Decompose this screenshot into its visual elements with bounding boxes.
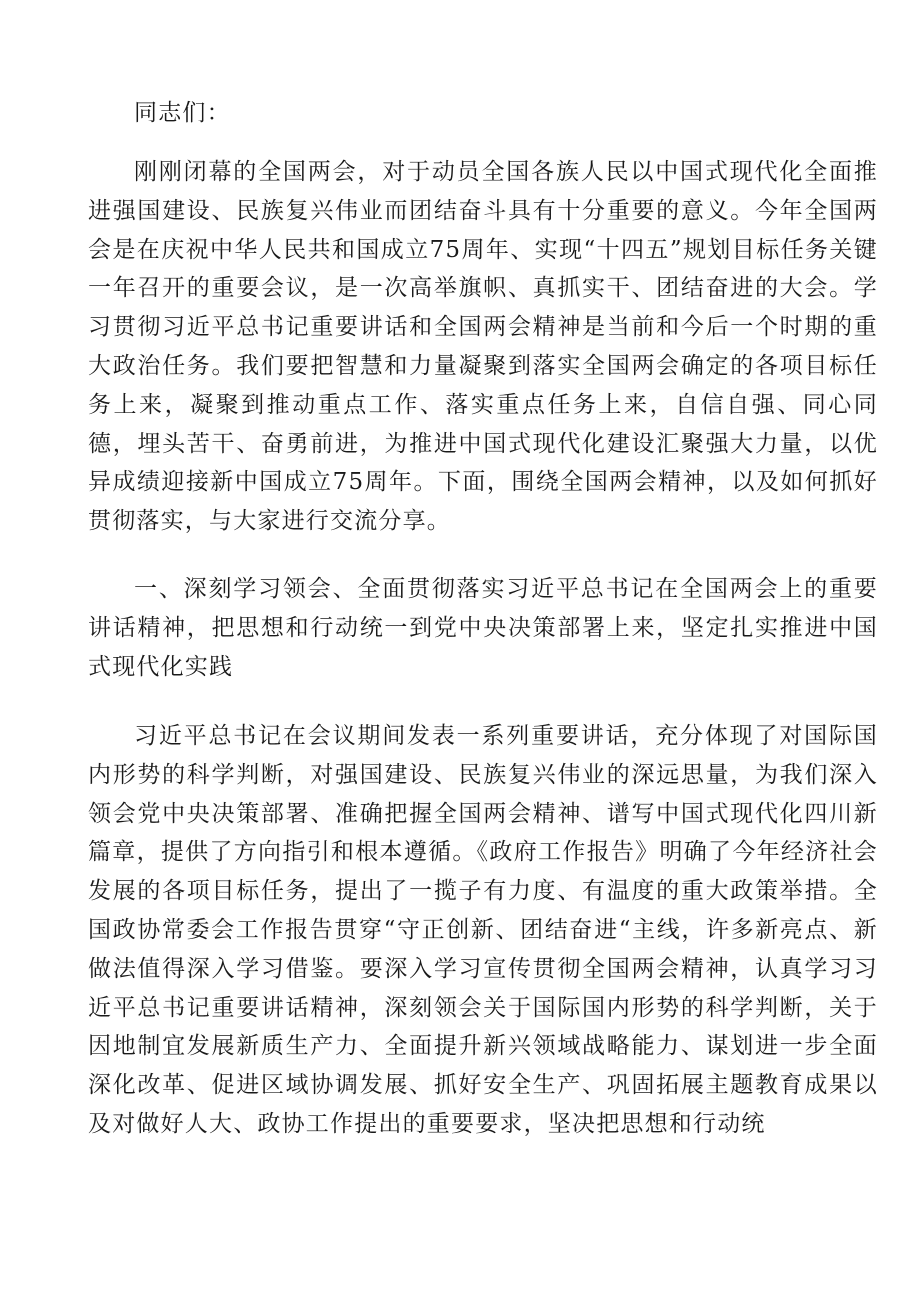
section-1-paragraph: 习近平总书记在会议期间发表一系列重要讲话，充分体现了对国际国内形势的科学判断，对强国建设、民族复兴伟业的深远思量，为我们深入领会党中央决策部署、准确把握全国两会精神、谱写中国式现代化四川新篇章，提供了方向指引和根本遵循。《政府工作报告》明确了今年经济社会发展的各项目标任务，提出了一揽子有力度、有温度的重大政策举措。全国政协常委会工作报告贯穿“守正创新、团结奋进“主线，许多新亮点、新做法值得深入学习借鉴。要深入学习宣传贯彻全国两会精神，认真学习习近平总书记重要讲话精神，深刻领会关于国际国内形势的科学判断，关于因地制宜发展新质生产力、全面提升新兴领域战略能力、谋划进一步全面深化改革、促进区域协调发展、抓好安全生产、巩固拓展主题教育成果以及对做好人大、政协工作提出的重要要求，坚决把思想和行动统 (88, 723, 878, 1137)
section-heading-1: 一、深刻学习领会、全面贯彻落实习近平总书记在全国两会上的重要讲话精神，把思想和行动统一到党中央决策部署上来，坚定扎实推进中国式现代化实践 (88, 576, 878, 680)
greeting-line: 同志们： (134, 100, 231, 126)
intro-paragraph: 刚刚闭幕的全国两会，对于动员全国各族人民以中国式现代化全面推进强国建设、民族复兴伟业而团结奋斗具有十分重要的意义。今年全国两会是在庆祝中华人民共和国成立75周年、实现“十四五”规划目标任务关键一年召开的重要会议，是一次高举旗帜、真抓实干、团结奋进的大会。学习贯彻习近平总书记重要讲话和全国两会精神是当前和今后一个时期的重大政治任务。我们要把智慧和力量凝聚到落实全国两会确定的各项目标任务上来，凝聚到推动重点工作、落实重点任务上来，自信自强、同心同德，埋头苦干、奋勇前进，为推进中国式现代化建设汇聚强大力量，以优异成绩迎接新中国成立75周年。下面，围绕全国两会精神，以及如何抓好贯彻落实，与大家进行交流分享。 (88, 159, 878, 535)
